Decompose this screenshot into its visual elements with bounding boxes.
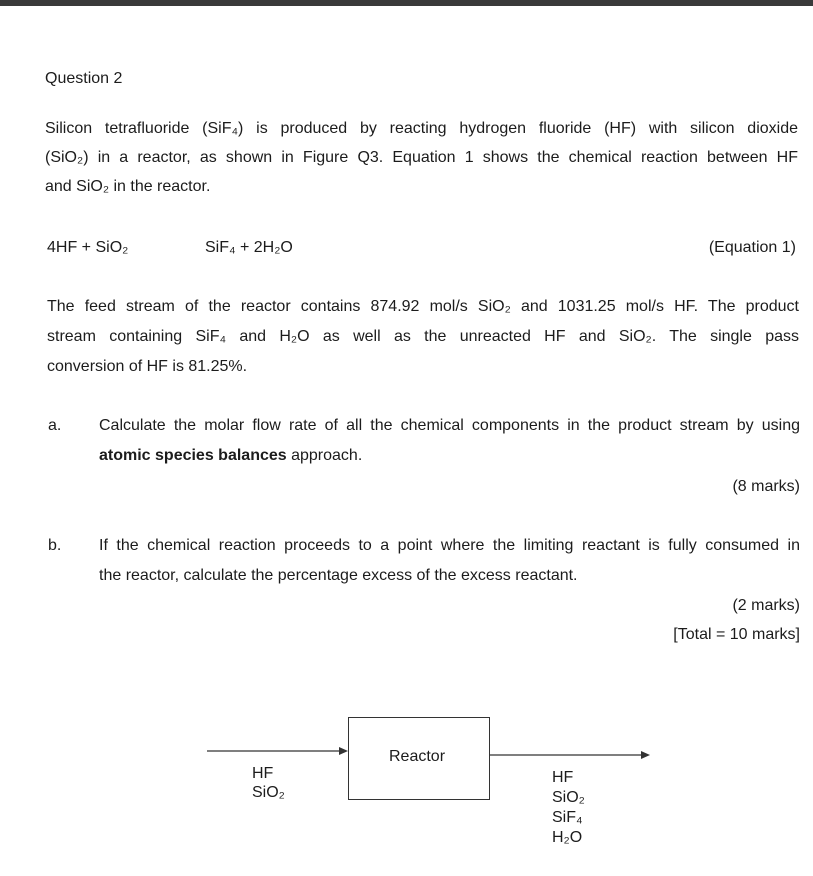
- inlet-component: SiO₂: [252, 784, 285, 801]
- outlet-component: HF: [552, 769, 574, 786]
- part-b-line-2: the reactor, calculate the percentage excess of the excess reactant.: [99, 567, 578, 584]
- equation-lhs: 4HF + SiO₂: [47, 239, 129, 256]
- part-a-line-1: Calculate the molar flow rate of all the chemical components in the product stream by using: [99, 417, 800, 434]
- feed-line-1: The feed stream of the reactor contains 874.92 mol/s SiO₂ and 1031.25 mol/s HF. The product: [47, 298, 799, 315]
- inlet-arrowhead: [339, 747, 348, 755]
- reactor-label: Reactor: [389, 748, 446, 765]
- intro-line-1: Silicon tetrafluoride (SiF₄) is produced by reacting hydrogen fluoride (HF) with silicon dioxide: [45, 120, 798, 137]
- intro-line-3: and SiO₂ in the reactor.: [45, 178, 211, 195]
- outlet-component: SiO₂: [552, 789, 585, 806]
- part-b-letter: b.: [48, 537, 62, 554]
- part-a-marks: (8 marks): [732, 478, 800, 495]
- outlet-arrowhead: [641, 751, 650, 759]
- equation-label: (Equation 1): [708, 239, 796, 256]
- feed-line-3: conversion of HF is 81.25%.: [47, 358, 248, 375]
- total-marks: [Total = 10 marks]: [673, 626, 800, 643]
- intro-line-2: (SiO₂) in a reactor, as shown in Figure Q3. Equation 1 shows the chemical reaction between HF: [45, 149, 798, 166]
- question-title: Question 2: [45, 70, 123, 87]
- outlet-component: SiF₄: [552, 809, 583, 826]
- part-a-letter: a.: [48, 417, 62, 434]
- feed-line-2: stream containing SiF₄ and H₂O as well as the unreacted HF and SiO₂. The single pass: [47, 328, 799, 345]
- part-b-marks: (2 marks): [732, 597, 800, 614]
- part-a-bold-text: atomic species balances: [99, 447, 287, 464]
- part-b-line-1: If the chemical reaction proceeds to a point where the limiting reactant is fully consumed in: [99, 537, 800, 554]
- equation-rhs: SiF₄ + 2H₂O: [205, 239, 293, 256]
- inlet-component: HF: [252, 765, 274, 782]
- outlet-component: H₂O: [552, 829, 583, 846]
- part-a-rest-text: approach.: [286, 447, 363, 464]
